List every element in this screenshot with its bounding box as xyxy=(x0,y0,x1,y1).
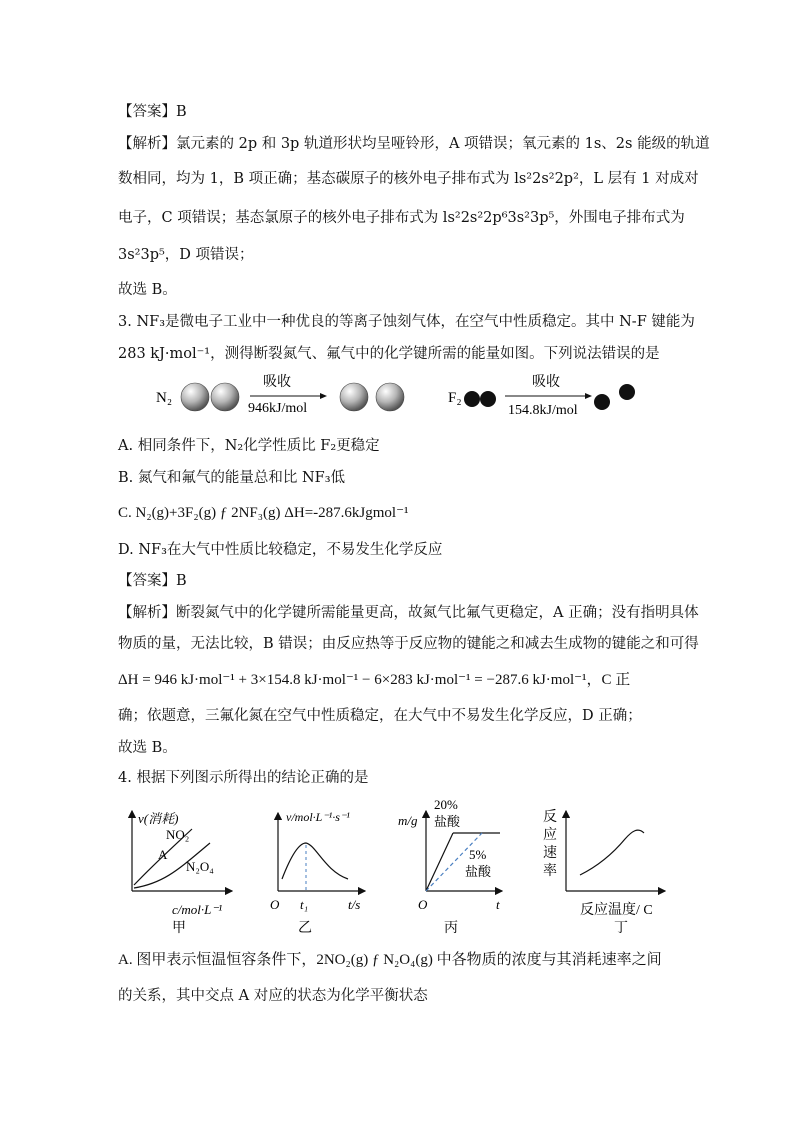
graph-bing xyxy=(398,797,502,936)
f2-label: F₂ xyxy=(448,390,462,406)
q2-analysis-line3: 电子，C 项错误；基态氯原子的核外电子排布式为 ls²2s²2p⁶3s²3p⁵，外围电子排布式为 xyxy=(118,210,685,226)
y-axis-label: v(消耗) xyxy=(138,811,179,826)
line-20pct xyxy=(426,833,453,891)
q3-stem-line1: 3. NF₃是微电子工业中一种优良的等离子蚀刻气体，在空气中性质稳定。其中 N-F 键能为 xyxy=(118,314,695,330)
label-5pct-acid: 盐酸 xyxy=(465,864,492,879)
f-atom xyxy=(480,391,496,407)
x-axis-label: c/mol·L⁻¹ xyxy=(172,902,223,917)
q2-answer: 【答案】B xyxy=(118,104,187,120)
f-atom xyxy=(619,384,635,400)
q3-analysis-line1: 【解析】断裂氮气中的化学键所需能量更高，故氮气比氟气更稳定，A 正确；没有指明具体 xyxy=(118,605,699,621)
n2-label: N₂ xyxy=(156,390,173,406)
n-atom xyxy=(181,383,209,411)
y-axis-label: 速 xyxy=(543,846,557,861)
x-axis-label: t/s xyxy=(348,897,361,912)
q4-stem: 4. 根据下列图示所得出的结论正确的是 xyxy=(118,770,369,786)
graph-caption: 丁 xyxy=(614,921,628,936)
q3-stem-line2: 283 kJ·mol⁻¹，测得断裂氮气、氟气中的化学键所需的能量如图。下列说法错误的是 xyxy=(118,346,660,362)
point-a-label: A xyxy=(158,847,168,862)
n-atom xyxy=(340,383,368,411)
y-axis-label: 反 xyxy=(543,810,557,825)
q4-option-a-line1: A. 图甲表示恒温恒容条件下，2NO₂(g) ƒ N₂O₄(g) 中各物质的浓度与其消耗速率之间 xyxy=(118,952,662,968)
label-5pct: 5% xyxy=(469,847,487,862)
q3-option-d: D. NF₃在大气中性质比较稳定，不易发生化学反应 xyxy=(118,542,443,558)
f2-absorb-label: 吸收 xyxy=(532,375,560,390)
line-5pct xyxy=(426,833,482,891)
q4-graphs xyxy=(120,793,680,938)
q3-option-a: A. 相同条件下，N₂化学性质比 F₂更稳定 xyxy=(118,438,380,454)
label-20pct-acid: 盐酸 xyxy=(434,814,461,829)
q4-option-a-line2: 的关系，其中交点 A 对应的状态为化学平衡状态 xyxy=(118,988,428,1004)
graph-caption: 甲 xyxy=(172,921,186,936)
graph-caption: 丙 xyxy=(444,921,458,936)
q3-analysis-line3: ΔH = 946 kJ·mol⁻¹ + 3×154.8 kJ·mol⁻¹ − 6×283 kJ·mol⁻¹ = −287.6 kJ·mol⁻¹，C 正 xyxy=(118,672,631,688)
q3-conclusion: 故选 B。 xyxy=(118,740,177,756)
q3-option-b: B. 氮气和氟气的能量总和比 NF₃低 xyxy=(118,470,346,486)
q2-analysis-line1: 【解析】氯元素的 2p 和 3p 轨道形状均呈哑铃形，A 项错误；氧元素的 1s、2s 能级的轨道 xyxy=(118,136,710,152)
n2-energy-label: 946kJ/mol xyxy=(248,401,308,416)
n-atom xyxy=(376,383,404,411)
origin-label: O xyxy=(270,897,280,912)
q2-analysis-line4: 3s²3p⁵，D 项错误； xyxy=(118,247,254,263)
graph-caption: 乙 xyxy=(298,921,312,936)
origin-label: O xyxy=(418,897,428,912)
rate-vs-temp-curve xyxy=(580,830,644,875)
curve-n2o4-label: N₂O₄ xyxy=(186,859,214,874)
label-20pct: 20% xyxy=(434,797,458,812)
q3-analysis-line4: 确；依题意，三氟化氮在空气中性质稳定，在大气中不易发生化学反应，D 正确； xyxy=(118,708,642,724)
q2-conclusion: 故选 B。 xyxy=(118,282,177,298)
y-axis-label: v/mol·L⁻¹·s⁻¹ xyxy=(286,810,350,824)
f2-energy-label: 154.8kJ/mol xyxy=(508,403,578,418)
q3-option-c: C. N₂(g)+3F₂(g) ƒ 2NF₃(g) ΔH=-287.6kJgmol⁻¹ xyxy=(118,505,409,521)
y-axis-label: 率 xyxy=(543,864,557,879)
q2-analysis-line2: 数相同，均为 1，B 项正确；基态碳原子的核外电子排布式为 ls²2s²2p²，L 层有 1 对成对 xyxy=(118,171,699,187)
bond-energy-diagram xyxy=(150,370,650,425)
y-axis-label: m/g xyxy=(398,813,418,828)
q3-answer: 【答案】B xyxy=(118,573,187,589)
graph-ding xyxy=(543,809,665,936)
f-atom xyxy=(464,391,480,407)
t1-label: t₁ xyxy=(300,897,309,912)
q3-analysis-line2: 物质的量，无法比较，B 错误；由反应热等于反应物的键能之和减去生成物的键能之和可得 xyxy=(118,636,699,652)
graph-jia xyxy=(132,811,232,936)
f-atom xyxy=(594,394,610,410)
x-axis-label: t xyxy=(496,897,500,912)
x-axis-label: 反应温度/ C xyxy=(580,903,653,918)
graph-yi xyxy=(270,810,365,936)
y-axis-label: 应 xyxy=(543,828,557,843)
rate-curve xyxy=(282,843,348,879)
curve-no2-label: NO₂ xyxy=(166,827,190,842)
n-atom xyxy=(211,383,239,411)
n2-absorb-label: 吸收 xyxy=(263,375,291,390)
